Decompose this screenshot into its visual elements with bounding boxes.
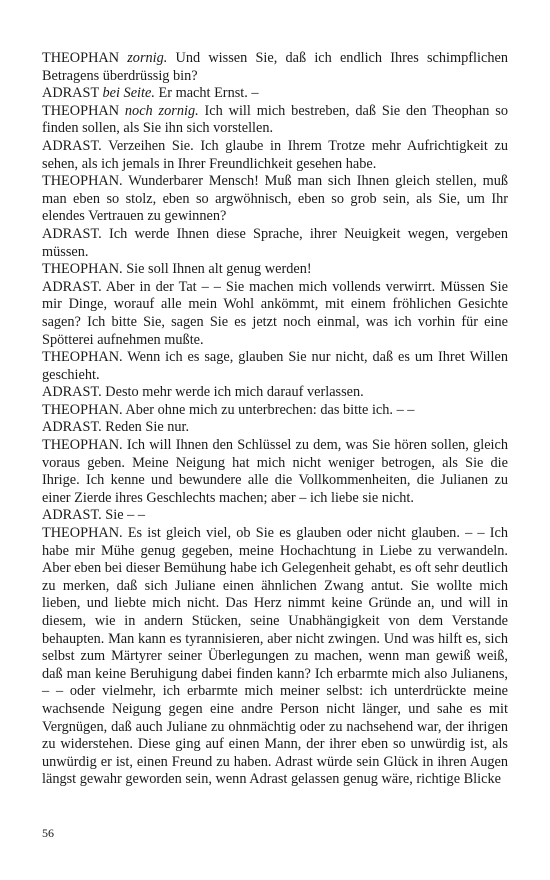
dialogue-text: Aber in der Tat – – Sie machen mich vollends verwirrt. Müssen Sie mir Dinge, worauf alle mein Wohl ankömmt, mit einem fröhlichen Gesichte sagen? Ich bitte Sie, sagen Sie es jetzt noch einmal, was ich vorhin für eine Spötterei aufnehmen mußte. [42, 278, 508, 348]
dialogue-line [42, 85, 508, 103]
dialogue-line [42, 384, 508, 402]
dialogue-line [42, 437, 508, 507]
speaker-name: ADRAST. [42, 384, 102, 401]
dialogue-line [42, 173, 508, 226]
dialogue-text: Ich will mich bestreben, daß Sie den Theophan so finden sollen, als Sie ihn sich vorstellen. [42, 102, 508, 137]
dialogue-text: Und wissen Sie, daß ich endlich Ihres schimpflichen Betragens überdrüssig bin? [42, 50, 508, 84]
dialogue-line [42, 226, 508, 261]
speaker-name: THEOPHAN. [42, 437, 123, 454]
speaker-name: THEOPHAN [42, 102, 120, 119]
dialogue-text: Desto mehr werde ich mich darauf verlassen. [105, 384, 364, 401]
speaker-name: ADRAST. [42, 507, 102, 524]
speaker-name: THEOPHAN. [42, 349, 123, 366]
stage-direction: zornig. [127, 50, 168, 66]
speaker-name: THEOPHAN [42, 50, 120, 66]
dialogue-text: Sie soll Ihnen alt genug werden! [126, 261, 312, 278]
speaker-name: ADRAST [42, 85, 99, 102]
dialogue-line [42, 103, 508, 138]
dialogue-text: Wenn ich es sage, glauben Sie nur nicht, daß es um Ihret Willen geschieht. [42, 349, 508, 383]
dialogue-line [42, 279, 508, 349]
dialogue-text: Verzeihen Sie. Ich glaube in Ihrem Trotze mehr Aufrichtigkeit zu sehen, als ich jemals in Ihrer Freundlichkeit gesehen habe. [42, 137, 508, 172]
dialogue-line [42, 525, 508, 789]
dialogue-line [42, 507, 508, 525]
dialogue-text: Ich will Ihnen den Schlüssel zu dem, was Sie hören sollen, gleich voraus geben. Meine Neigung hat mich nicht weniger betrogen, als Sie die Ihrige. Ich kenne und bewundere alle die Vollkommenheiten, die Julianen zu einer Zierde ihres Geschlechts machen; aber – ich liebe sie nicht. [42, 437, 509, 506]
page-number: 56 [42, 826, 54, 840]
speaker-name: ADRAST. [42, 278, 102, 295]
dialogue-line [42, 261, 508, 279]
dialogue-text: Wunderbarer Mensch! Muß man sich Ihnen gleich stellen, muß man eben so stolz, eben so argwöhnisch, eben so grob sein, als Sie, um Ihr elendes Vertrauen zu gewinnen? [42, 173, 508, 225]
stage-direction: bei Seite. [102, 85, 155, 102]
dialogue-text: Sie – – [105, 507, 146, 524]
dialogue-text: Es ist gleich viel, ob Sie es glauben oder nicht glauben. – – Ich habe mir Mühe genug gegeben, meine Hochachtung in Liebe zu verwandeln. Aber eben bei dieser Bemühung habe ich Gelegenheit gehabt, es oft sehr deutlich zu merken, daß sich Juliane einen ähnlichen Zwang antut. Sie wollte mich lieben, und liebte mich nicht. Das Herz nimmt keine Gründe an, und will in diesem, wie in andern Stücken, seine Unabhängigkeit von dem Verstande behaupten. Man kann es tyrannisieren, aber nicht zwingen. Und was hilft es, sich selbst zum Märtyrer seiner Überlegungen zu machen, wenn man gewiß weiß, daß man keine Beruhigung dabei finden kann? Ich erbarmte mich also Julianens, – – oder vielmehr, ich erbarmte mich meiner selbst: ich unterdrückte meine wachsende Neigung gegen eine andre Person nicht länger, und sahe es mit Vergnügen, daß auch Juliane zu ohnmächtig oder zu nachsehend war, der ihrigen zu widerstehen. Diese ging auf einen Mann, der ihrer eben so unwürdig ist, als unwürdig er ist, einen Freund zu haben. Adrast würde sein Glück in ihren Augen längst gewahr geworden sein, wenn Adrast gelassen genug wäre, richtige Blicke [42, 525, 508, 788]
speaker-name: ADRAST. [42, 137, 102, 154]
dialogue-text: Er macht Ernst. – [158, 85, 259, 102]
speaker-name: THEOPHAN. [42, 525, 123, 542]
dialogue-line [42, 419, 508, 437]
speaker-name: ADRAST. [42, 225, 102, 242]
speaker-name: ADRAST. [42, 419, 102, 436]
speaker-name: THEOPHAN. [42, 173, 123, 190]
dialogue-text: Aber ohne mich zu unterbrechen: das bitte ich. – – [125, 401, 415, 418]
dialogue-text: Ich werde Ihnen diese Sprache, ihrer Neuigkeit wegen, vergeben müssen. [42, 225, 508, 260]
dialogue-line [42, 402, 508, 420]
dialogue-line [42, 50, 508, 85]
speaker-name: THEOPHAN. [42, 261, 123, 278]
dialogue-line [42, 138, 508, 173]
dialogue-text: Reden Sie nur. [105, 419, 190, 436]
page-body [42, 50, 508, 789]
speaker-name: THEOPHAN. [42, 401, 123, 418]
dialogue-line [42, 349, 508, 384]
stage-direction: noch zornig. [124, 102, 199, 119]
